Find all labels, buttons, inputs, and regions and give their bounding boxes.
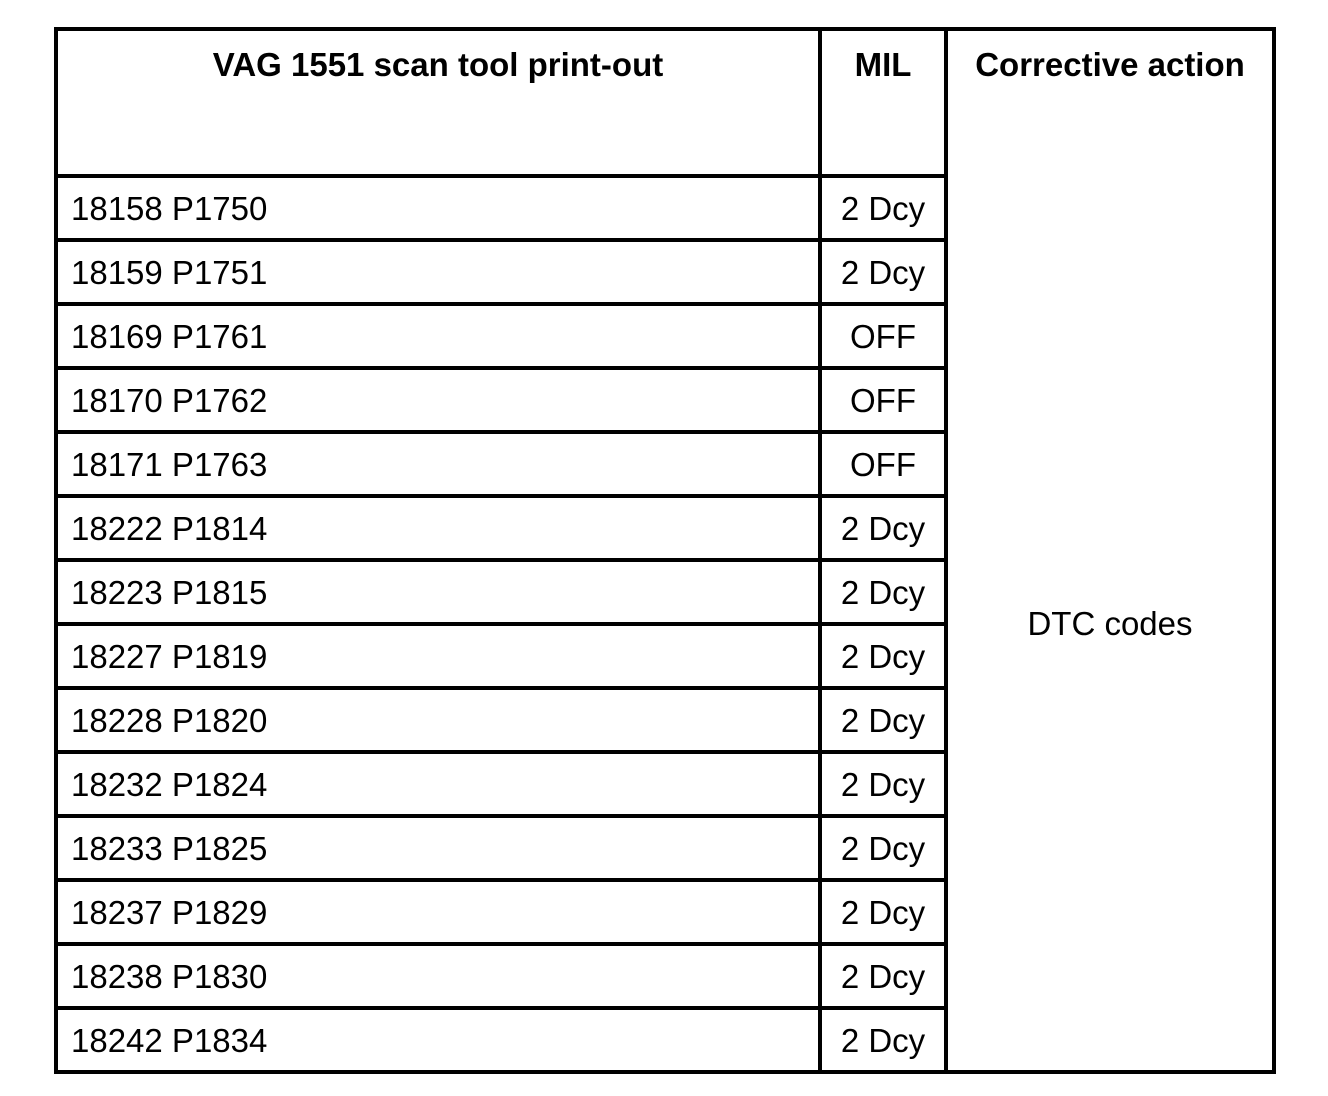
dtc-code-cell: 18159 P1751 [56,240,820,304]
dtc-code-cell: 18222 P1814 [56,496,820,560]
mil-status-cell: 2 Dcy [820,816,946,880]
table-header-row [56,29,1274,176]
dtc-code-cell: 18169 P1761 [56,304,820,368]
table-row [56,176,1274,240]
mil-status-cell: 2 Dcy [820,176,946,240]
dtc-code-cell: 18228 P1820 [56,688,820,752]
mil-column-header: MIL [820,29,946,176]
dtc-code-cell: 18171 P1763 [56,432,820,496]
mil-status-cell: OFF [820,304,946,368]
corrective-action-column-header: Corrective action [946,29,1274,176]
mil-status-cell: 2 Dcy [820,624,946,688]
mil-status-cell: 2 Dcy [820,496,946,560]
mil-status-cell: 2 Dcy [820,688,946,752]
dtc-code-cell: 18170 P1762 [56,368,820,432]
mil-status-cell: OFF [820,368,946,432]
mil-status-cell: 2 Dcy [820,240,946,304]
dtc-table [54,27,1276,1074]
dtc-code-cell: 18237 P1829 [56,880,820,944]
dtc-code-cell: 18223 P1815 [56,560,820,624]
dtc-code-cell: 18238 P1830 [56,944,820,1008]
dtc-code-cell: 18233 P1825 [56,816,820,880]
corrective-action-cell: DTC codes [946,176,1274,1072]
dtc-code-cell: 18227 P1819 [56,624,820,688]
dtc-code-cell: 18158 P1750 [56,176,820,240]
mil-status-cell: 2 Dcy [820,1008,946,1072]
mil-status-cell: 2 Dcy [820,752,946,816]
mil-status-cell: 2 Dcy [820,880,946,944]
dtc-code-cell: 18232 P1824 [56,752,820,816]
mil-status-cell: OFF [820,432,946,496]
mil-status-cell: 2 Dcy [820,560,946,624]
mil-status-cell: 2 Dcy [820,944,946,1008]
printout-column-header: VAG 1551 scan tool print-out [56,29,820,176]
dtc-code-cell: 18242 P1834 [56,1008,820,1072]
